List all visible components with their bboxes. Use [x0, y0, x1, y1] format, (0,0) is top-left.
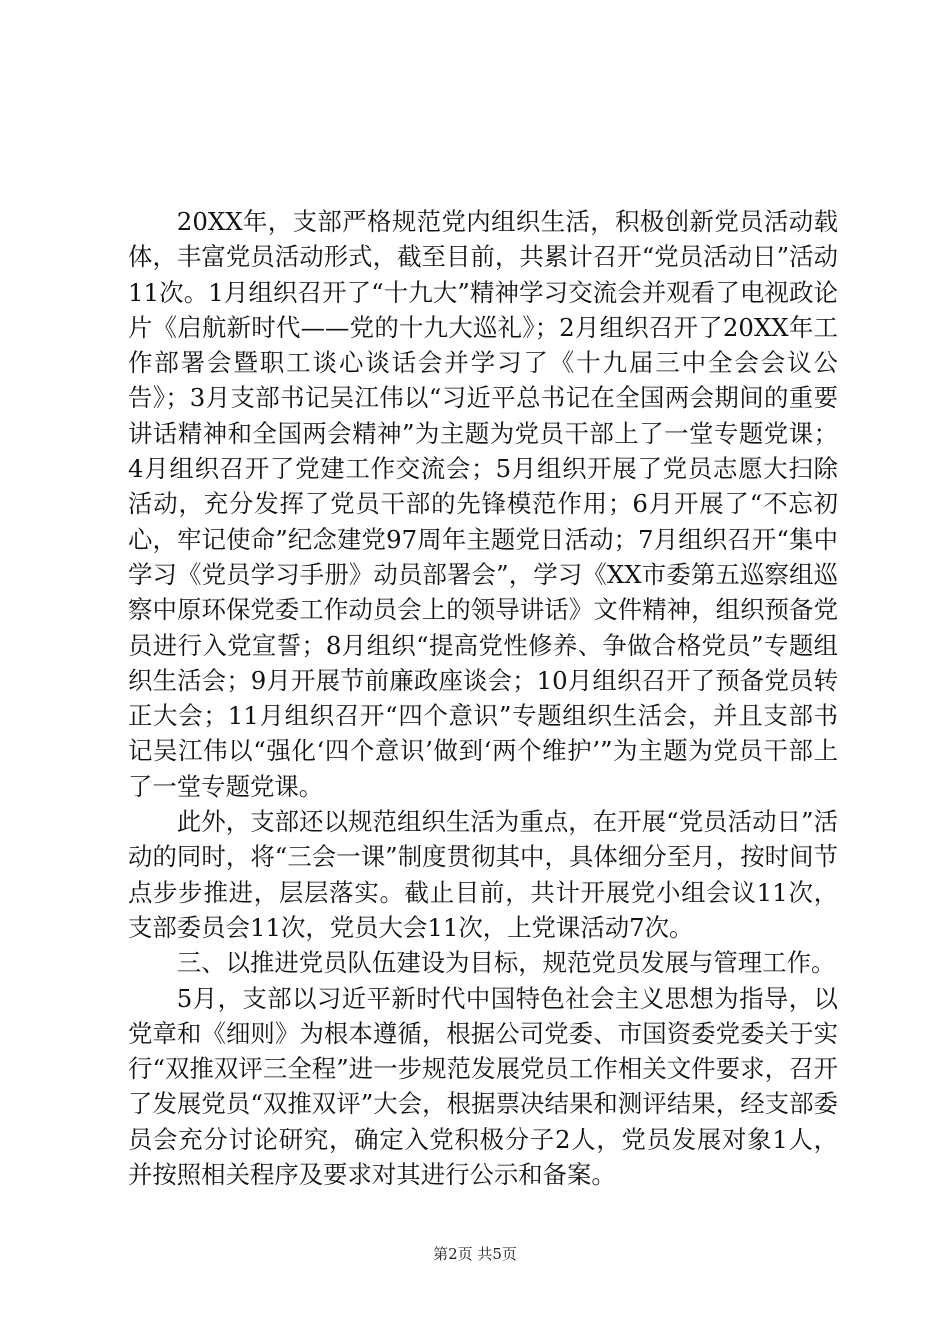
section-heading-party-member-development: 三、以推进党员队伍建设为目标，规范党员发展与管理工作。	[176, 948, 836, 978]
document-body	[128, 204, 838, 1192]
body-paragraph-member-development: 5月，支部以习近平新时代中国特色社会主义思想为指导，以党章和《细则》为根本遵循，根据公司党委、市国资委党委关于实行“双推双评三全程”进一步规范发展党员工作相关文件要求，召开了发展党员“双推双评”大会，根据票决结果和测评结果，经支部委员会充分讨论研究，确定入党积极分子2人，党员发展对象1人，并按照相关程序及要求对其进行公示和备案。	[128, 983, 838, 1190]
body-paragraph-activity-days: 20XX年，支部严格规范党内组织生活，积极创新党员活动载体，丰富党员活动形式，截至目前，共累计召开“党员活动日”活动11次。1月组织召开了“十九大”精神学习交流会并观看了电视政论片《启航新时代——党的十九大巡礼》；2月组织召开了20XX年工作部署会暨职工谈心谈话会并学习了《十九届三中全会会议公告》；3月支部书记吴江伟以“习近平总书记在全国两会期间的重要讲话精神和全国两会精神”为主题为党员干部上了一堂专题党课；4月组织召开了党建工作交流会；5月组织开展了党员志愿大扫除活动，充分发挥了党员干部的先锋模范作用；6月开展了“不忘初心，牢记使命”纪念建党97周年主题党日活动；7月组织召开“集中学习《党员学习手册》动员部署会”，学习《XX市委第五巡察组巡察中原环保党委工作动员会上的领导讲话》文件精神，组织预备党员进行入党宣誓；8月组织“提高党性修养、争做合格党员”专题组织生活会；9月开展节前廉政座谈会；10月组织召开了预备党员转正大会；11月组织召开“四个意识”专题组织生活会，并且支部书记吴江伟以“强化‘四个意识’做到‘两个维护’”为主题为党员干部上了一堂专题党课。	[128, 207, 838, 801]
body-paragraph-three-meetings: 此外，支部还以规范组织生活为重点，在开展“党员活动日”活动的同时，将“三会一课”制度贯彻其中，具体细分至月，按时间节点步步推进，层层落实。截止目前，共计开展党小组会议11次，支部委员会11次，党员大会11次，上党课活动7次。	[128, 807, 838, 942]
page-number-label: 第2页 共5页	[433, 1245, 517, 1263]
page-footer	[0, 1244, 950, 1264]
